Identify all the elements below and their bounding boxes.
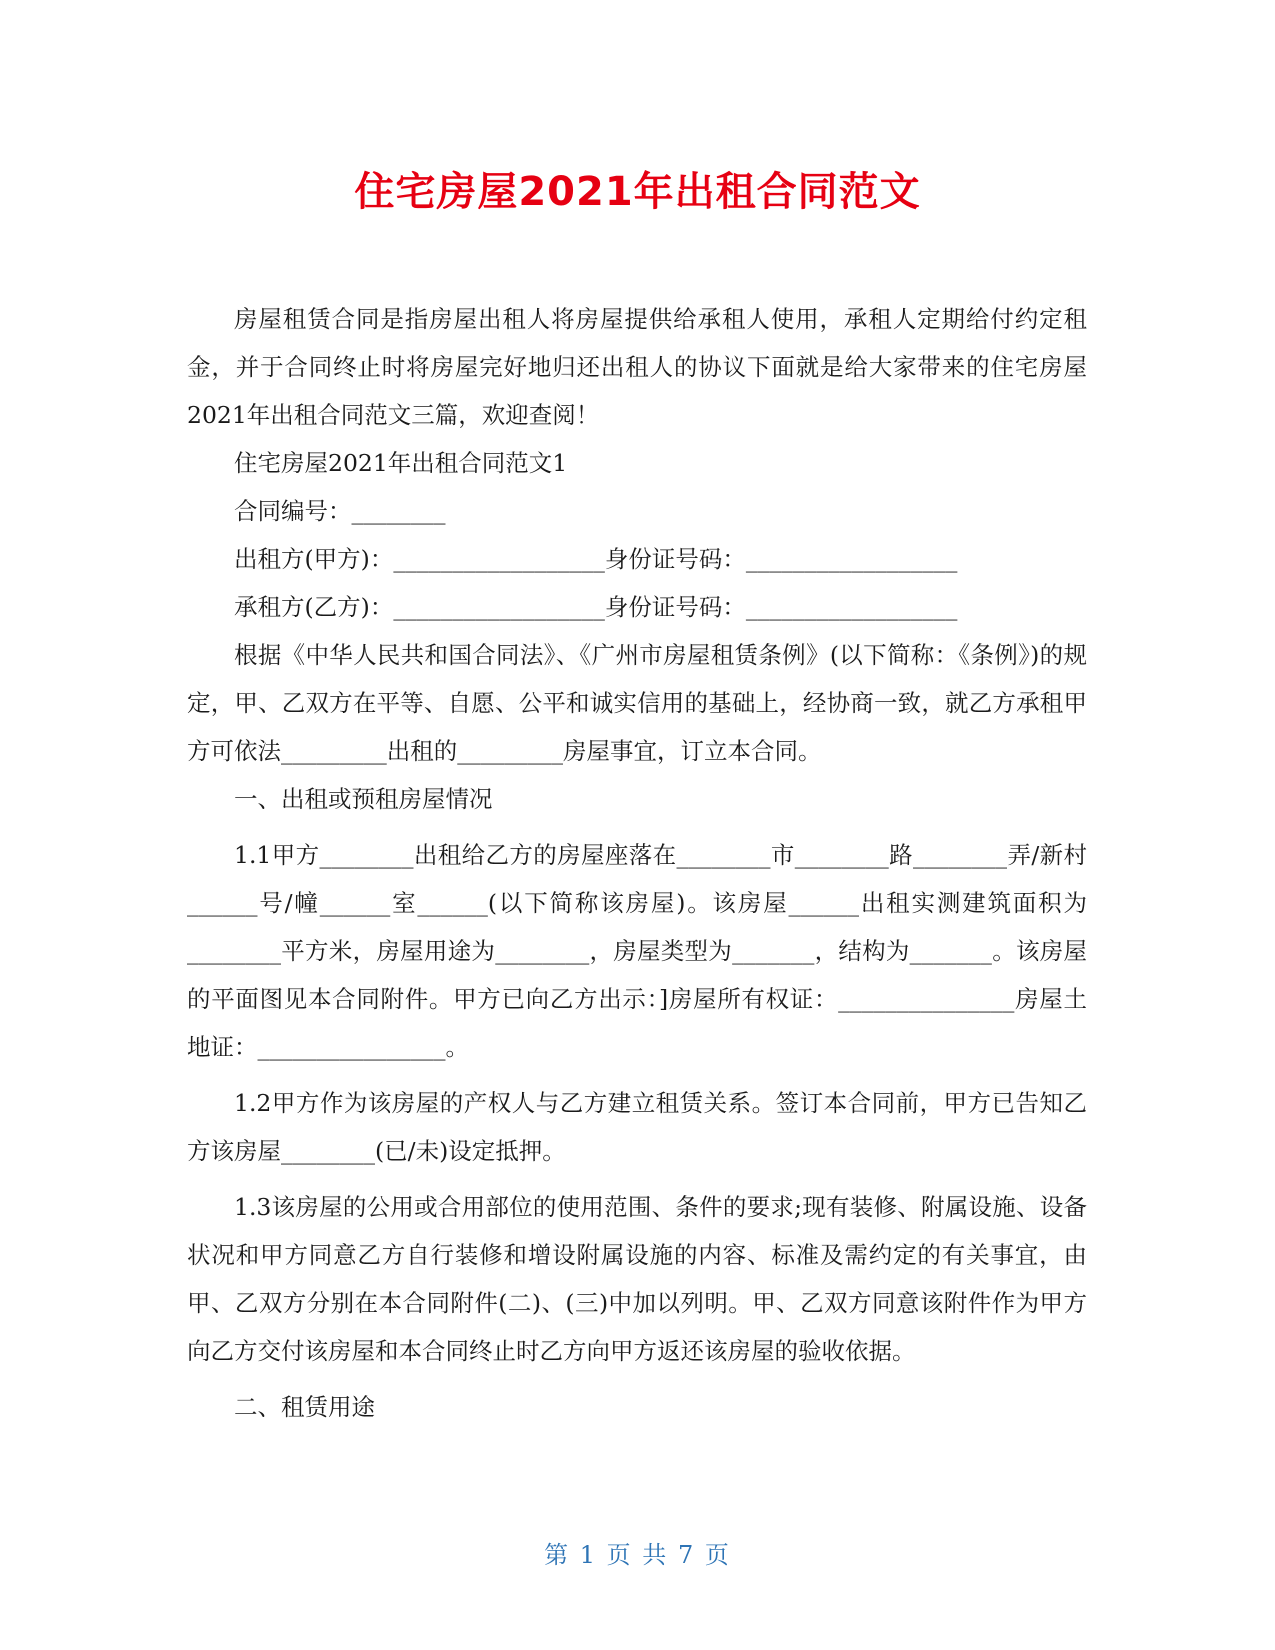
clause-heading-1: 一、出租或预租房屋情况 bbox=[234, 785, 493, 813]
document-title: 住宅房屋2021年出租合同范文 bbox=[354, 169, 921, 215]
clause-1-1: 1.1甲方________出租给乙方的房屋座落在________市________路________弄/新村______号/幢______室______(以下简称该房屋)。该房屋______出租实测建筑面积为________平方米，房屋用途为________，房屋类型为_______，结构为_______。该房屋的平面图见本合同附件。甲方已向乙方出示：]房屋所有权证：_______________房屋土地证：________________。 bbox=[187, 841, 1087, 1061]
document-body bbox=[187, 295, 1087, 1431]
clause-1-3: 1.3该房屋的公用或合用部位的使用范围、条件的要求;现有装修、附属设施、设备状况和甲方同意乙方自行装修和增设附属设施的内容、标准及需约定的有关事宜，由甲、乙双方分别在本合同附件(二)、(三)中加以列明。甲、乙双方同意该附件作为甲方向乙方交付该房屋和本合同终止时乙方向甲方返还该房屋的验收依据。 bbox=[187, 1193, 1087, 1365]
clause-heading-2: 二、租赁用途 bbox=[234, 1393, 375, 1421]
legal-basis-paragraph: 根据《中华人民共和国合同法》、《广州市房屋租赁条例》(以下简称：《条例》)的规定，甲、乙双方在平等、自愿、公平和诚实信用的基础上，经协商一致，就乙方承租甲方可依法_________出租的_________房屋事宜，订立本合同。 bbox=[187, 641, 1087, 765]
contract-number: 合同编号：________ bbox=[234, 497, 446, 525]
party-b-line: 承租方(乙方)：__________________身份证号码：__________________ bbox=[234, 593, 958, 621]
party-a-line: 出租方(甲方)：__________________身份证号码：__________________ bbox=[234, 545, 958, 573]
clause-1-2: 1.2甲方作为该房屋的产权人与乙方建立租赁关系。签订本合同前，甲方已告知乙方该房屋________(已/未)设定抵押。 bbox=[187, 1089, 1087, 1165]
intro-paragraph: 房屋租赁合同是指房屋出租人将房屋提供给承租人使用，承租人定期给付约定租金，并于合同终止时将房屋完好地归还出租人的协议下面就是给大家带来的住宅房屋2021年出租合同范文三篇，欢迎查阅！ bbox=[187, 305, 1087, 429]
page-footer: 第 1 页 共 7 页 bbox=[544, 1541, 731, 1569]
section-heading: 住宅房屋2021年出租合同范文1 bbox=[234, 449, 568, 477]
